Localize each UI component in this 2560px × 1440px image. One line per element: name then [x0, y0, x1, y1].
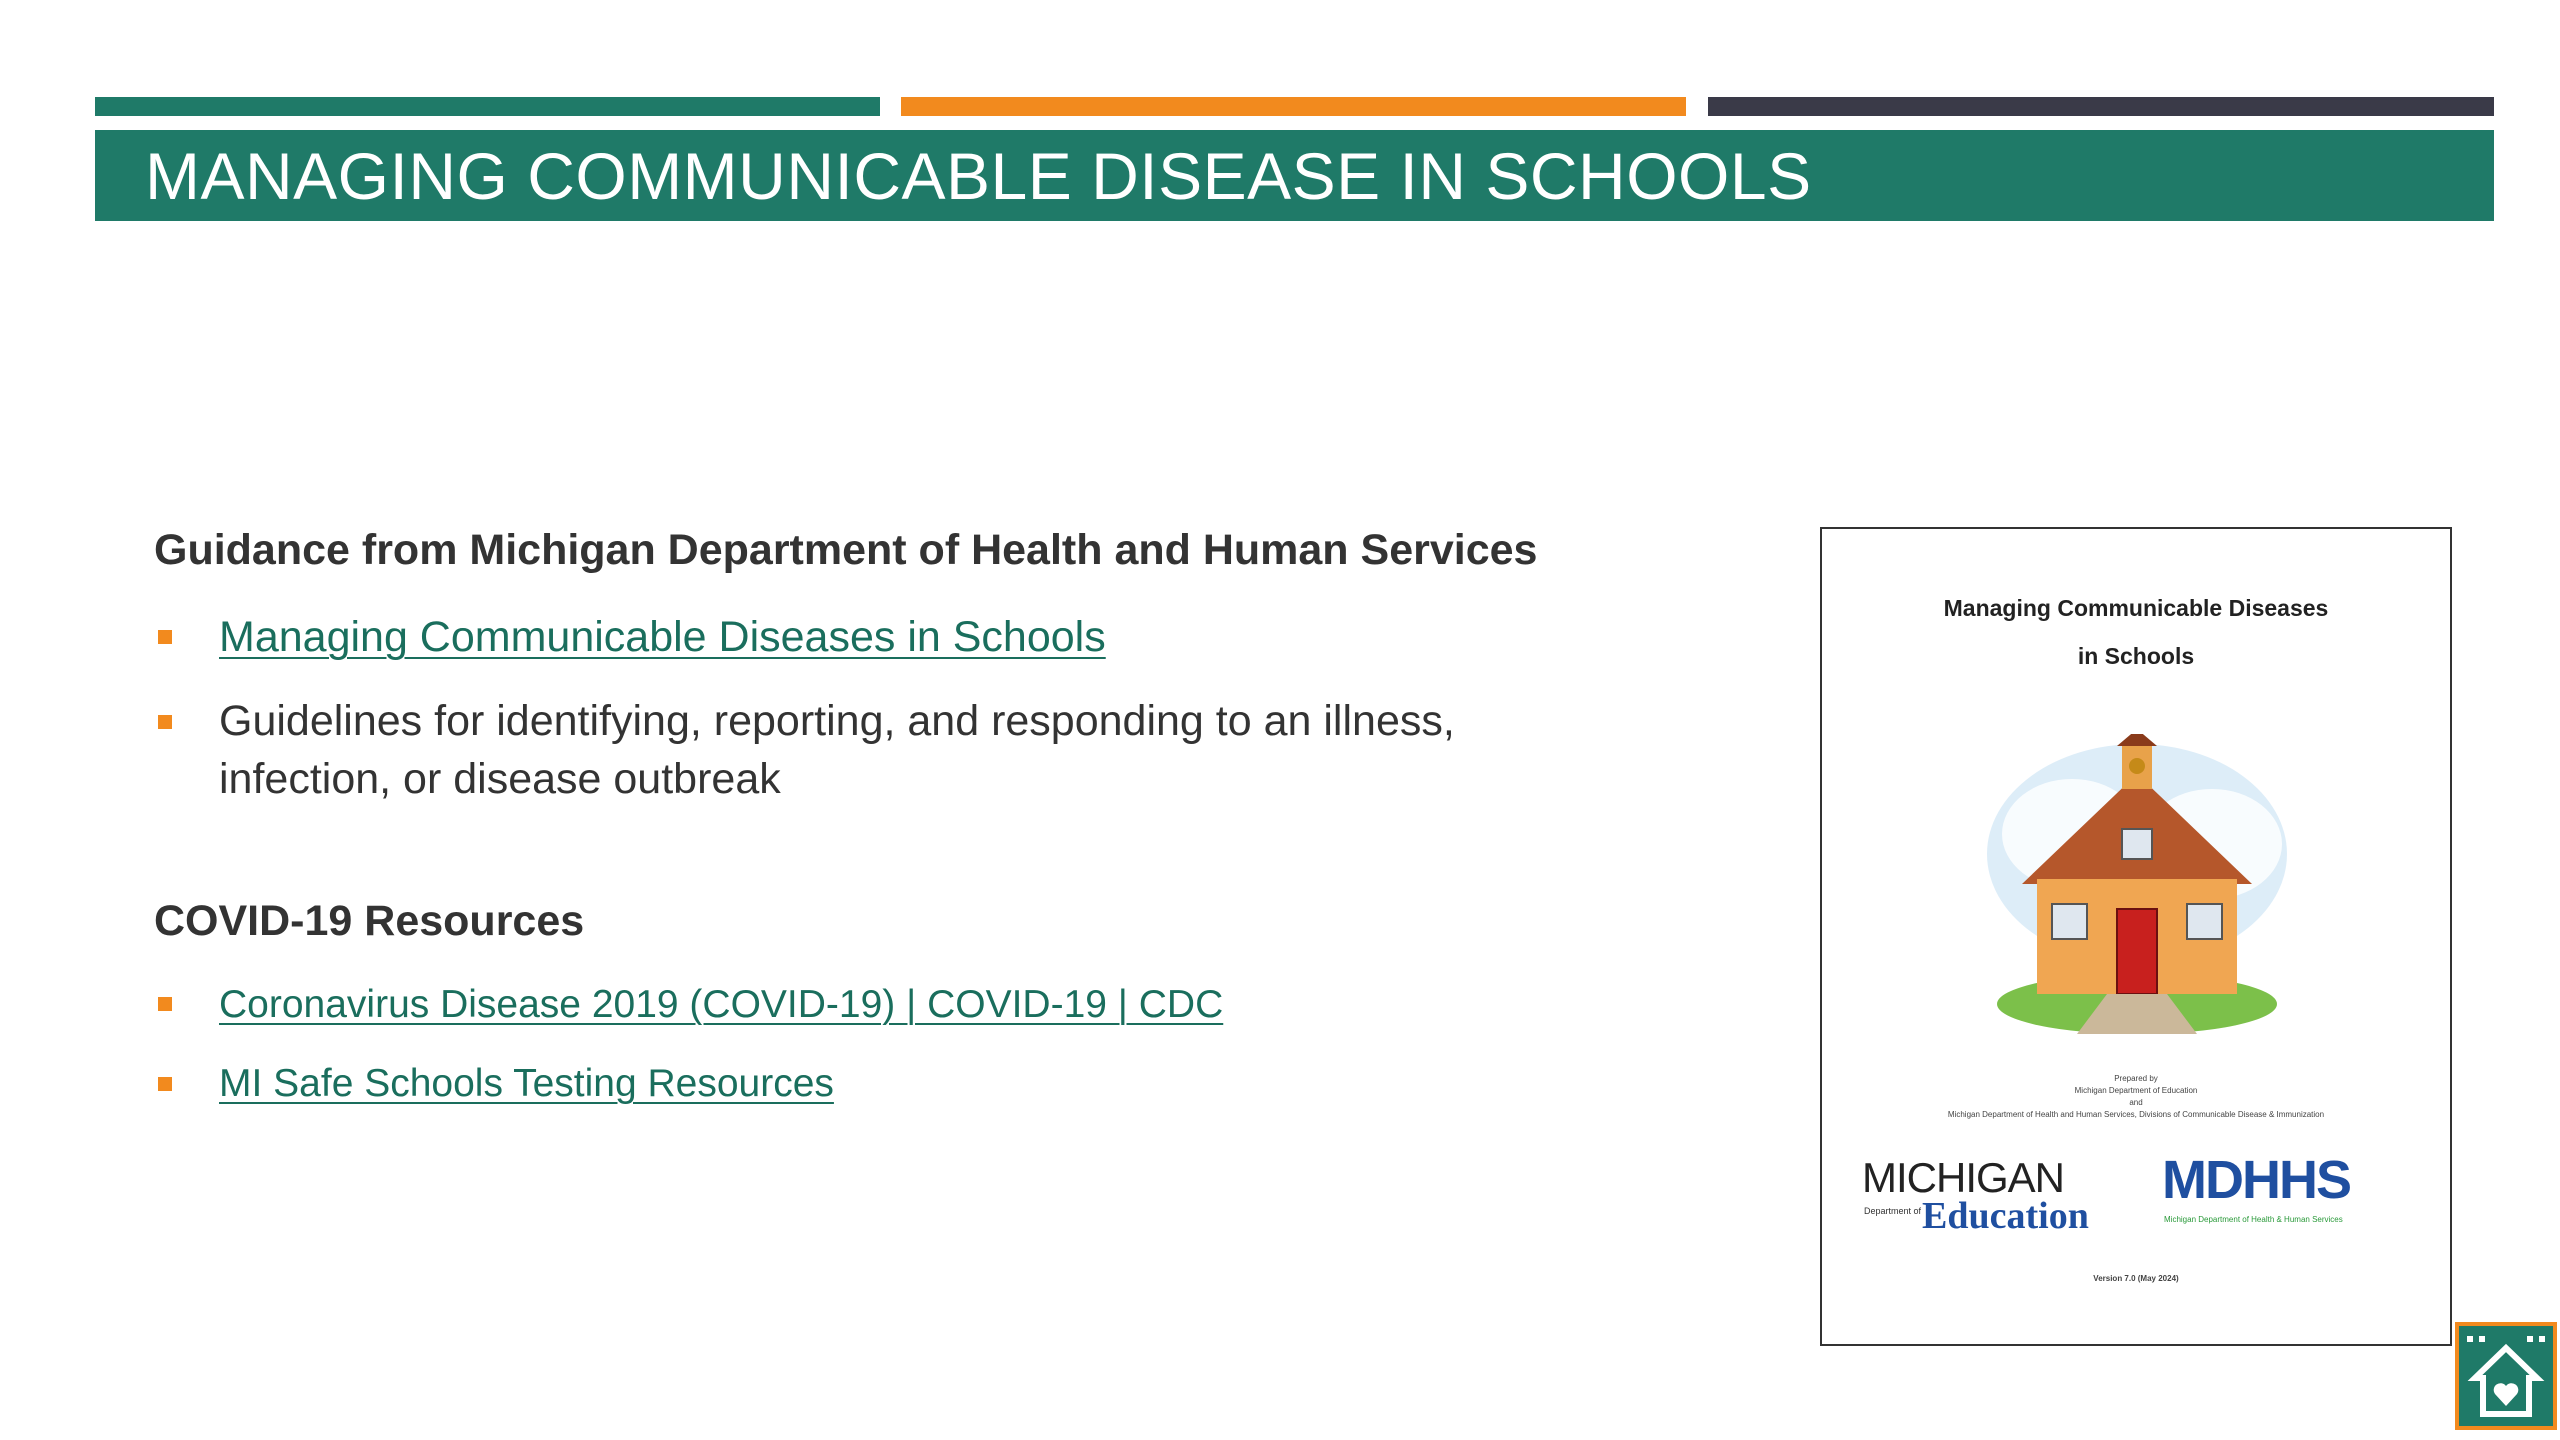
list-item[interactable] — [219, 608, 1106, 666]
cover-prepared-org2: Michigan Department of Health and Human Services, Divisions of Communicable Disease & Immunization — [1947, 1110, 2325, 1119]
list-item — [219, 692, 1455, 808]
link-cdc-covid[interactable]: Coronavirus Disease 2019 (COVID-19) | COVID-19 | CDC — [219, 983, 1224, 1026]
accent-bar-orange — [901, 97, 1686, 116]
mdhhs-logo — [2162, 1149, 2350, 1224]
section-heading-covid: COVID-19 Resources — [154, 897, 585, 945]
list-item[interactable] — [219, 1055, 834, 1113]
mde-logo-edu: Education — [1922, 1195, 2089, 1237]
list-item[interactable] — [219, 976, 1223, 1034]
cover-prepared-and: and — [2129, 1098, 2143, 1107]
mde-logo-dept: Department of — [1864, 1206, 1922, 1216]
bullet-icon — [158, 1077, 172, 1091]
schoolhouse-illustration — [1982, 734, 2292, 1034]
guidelines-text-line1: Guidelines for identifying, reporting, and responding to an illness, — [219, 697, 1455, 745]
cover-prepared-org1: Michigan Department of Education — [2074, 1086, 2198, 1095]
guidelines-text-line2: infection, or disease outbreak — [219, 755, 781, 803]
mdhhs-logo-sub: Michigan Department of Health & Human Services — [2164, 1215, 2343, 1224]
house-heart-icon — [2459, 1326, 2553, 1426]
slide-title: MANAGING COMMUNICABLE DISEASE IN SCHOOLS — [145, 139, 1812, 213]
bullet-icon — [158, 630, 172, 644]
bullet-icon — [158, 997, 172, 1011]
accent-bar-dark — [1708, 97, 2494, 116]
link-mi-safe-schools[interactable]: MI Safe Schools Testing Resources — [219, 1062, 834, 1105]
cover-version: Version 7.0 (May 2024) — [2093, 1274, 2179, 1283]
document-cover-image — [1820, 527, 2452, 1346]
mde-logo — [1862, 1154, 2089, 1237]
cover-prepared-by: Prepared by — [2114, 1074, 2158, 1083]
house-heart-logo-icon — [2455, 1322, 2557, 1430]
title-band — [95, 130, 2494, 221]
mde-logo-main: MICHIGAN — [1862, 1154, 2064, 1201]
cover-title-line2: in Schools — [2077, 643, 2195, 669]
bullet-icon — [158, 715, 172, 729]
link-managing-diseases[interactable]: Managing Communicable Diseases in Schools — [219, 613, 1106, 661]
cover-title-line1: Managing Communicable Diseases — [1943, 595, 2329, 621]
section-heading-guidance: Guidance from Michigan Department of Health and Human Services — [154, 526, 1538, 574]
accent-bar-teal — [95, 97, 880, 116]
mdhhs-logo-main: MDHHS — [2162, 1150, 2350, 1210]
